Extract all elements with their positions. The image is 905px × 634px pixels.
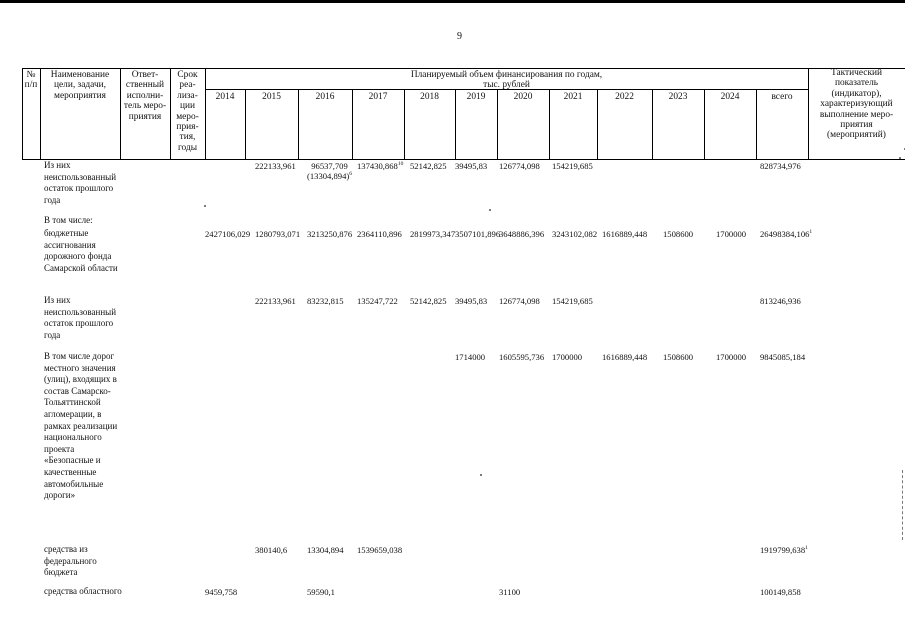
financing-value: 1700000 bbox=[552, 352, 583, 362]
header-year: 2016 bbox=[315, 92, 335, 102]
financing-value: 26498384,106$^1$ bbox=[760, 229, 813, 239]
financing-value: 2819973,347 bbox=[410, 229, 456, 239]
header-year: 2014 bbox=[215, 92, 235, 102]
header-name: Наименование цели, задачи, мероприятия bbox=[50, 70, 110, 101]
financing-value: 154219,685 bbox=[552, 296, 593, 306]
header-year: 2015 bbox=[262, 92, 281, 102]
financing-value: 126774,098 bbox=[499, 161, 540, 171]
financing-value: 1605595,736 bbox=[499, 352, 545, 362]
financing-value: 1508600 bbox=[663, 352, 694, 362]
header-year: 2017 bbox=[368, 92, 388, 102]
financing-value: 1700000 bbox=[716, 352, 747, 362]
footnote-mark: 1 bbox=[809, 229, 813, 236]
financing-value: 3648886,396 bbox=[499, 229, 545, 239]
financing-value: 1539659,038 bbox=[357, 545, 403, 555]
header-year: 2019 bbox=[466, 92, 486, 102]
financing-value: 1616889,448 bbox=[602, 229, 648, 239]
financing-value: 3213250,876 bbox=[307, 229, 353, 239]
financing-value: 1508600 bbox=[663, 229, 694, 239]
financing-value: 828734,976 bbox=[760, 161, 801, 171]
row-label: средства из федерального бюджета bbox=[44, 544, 97, 578]
footnote-mark: 6 bbox=[349, 171, 352, 178]
financing-value: 9459,758 bbox=[205, 587, 238, 597]
scan-speck bbox=[204, 205, 206, 207]
financing-value: 135247,722 bbox=[357, 296, 398, 306]
header-bottom-line bbox=[22, 159, 905, 160]
scan-speck bbox=[489, 209, 491, 211]
header-number: № п/п bbox=[24, 70, 38, 91]
financing-value: 100149,858 bbox=[760, 587, 801, 597]
header-year: 2018 bbox=[420, 92, 439, 102]
financing-value: 31100 bbox=[499, 587, 521, 597]
financing-value: 154219,685 bbox=[552, 161, 593, 171]
row-label: Из них неиспользованный остаток прошлого года bbox=[44, 295, 117, 340]
financing-value: 2364110,896 bbox=[357, 229, 402, 239]
top-border-line bbox=[0, 0, 905, 3]
header-year: 2020 bbox=[513, 92, 533, 102]
financing-value: 39495,83 bbox=[455, 296, 488, 306]
scan-speck bbox=[480, 474, 482, 476]
header-top-line bbox=[22, 68, 905, 69]
header-year: 2024 bbox=[720, 92, 740, 102]
header-year: 2022 bbox=[615, 92, 634, 102]
header-responsible: Ответ-ственный исполни-тель меро-приятия bbox=[123, 70, 167, 122]
financing-value: 1714000 bbox=[455, 352, 486, 362]
footnote-mark: 1 bbox=[805, 545, 808, 552]
scan-speck bbox=[899, 157, 901, 159]
header-planned-financing: Планируемый объем финансирования по годам, тыс. рублей bbox=[410, 70, 603, 91]
row-label: В том числе дорог местного значения (улиц), входящих в состав Самарско-Тольяттинской агломерации, в рамках реализации национального проекта «Безопасные и качественные автомобильные дороги» bbox=[44, 351, 118, 501]
financing-value: 3243102,082 bbox=[552, 229, 598, 239]
financing-value: 83232,815 bbox=[307, 296, 344, 306]
financing-value: 222133,961 bbox=[255, 161, 296, 171]
row-label: Из них неиспользованный остаток прошлого года bbox=[44, 160, 117, 205]
financing-value: 1616889,448 bbox=[602, 352, 648, 362]
financing-value: 52142,825 bbox=[410, 161, 447, 171]
financing-value: 2427106,029 bbox=[205, 229, 251, 239]
financing-value: 1280793,071 bbox=[255, 229, 301, 239]
header-year: 2021 bbox=[563, 92, 583, 102]
column-line bbox=[40, 68, 41, 159]
financing-value: 126774,098 bbox=[499, 296, 540, 306]
financing-value: 137430,868$^{10}$ bbox=[357, 161, 404, 171]
row-label: бюджетные ассигнования дорожного фонда Самарской области bbox=[44, 228, 118, 273]
column-line bbox=[808, 68, 809, 159]
page-number: 9 bbox=[457, 31, 462, 42]
financing-value: 222133,961 bbox=[255, 296, 296, 306]
header-year: всего bbox=[771, 92, 793, 102]
footnote-mark: 10 bbox=[397, 161, 404, 168]
financing-value: 9845085,184 bbox=[760, 352, 806, 362]
financing-value: 380140,6 bbox=[255, 545, 288, 555]
header-year: 2023 bbox=[668, 92, 688, 102]
column-line bbox=[170, 68, 171, 159]
financing-value: 52142,825 bbox=[410, 296, 447, 306]
header-term: Срок реа-лиза-ции меро-прия-тия, годы bbox=[176, 70, 199, 153]
header-indicator: Тактический показатель (индикатор), характеризующий выполнение меро-приятия (мероприятий) bbox=[819, 68, 894, 141]
financing-value: 813246,936 bbox=[760, 296, 801, 306]
row-label: В том числе: bbox=[44, 215, 93, 225]
financing-value: 96537,709 $(13304,894)^6$ bbox=[307, 161, 352, 181]
financing-value: 3507101,896 bbox=[455, 229, 501, 239]
financing-value: 59590,1 bbox=[307, 587, 335, 597]
row-label: средства областного bbox=[44, 586, 122, 596]
financing-value: 39495,83 bbox=[455, 161, 488, 171]
financing-value: 1700000 bbox=[716, 229, 747, 239]
column-line bbox=[120, 68, 121, 159]
financing-value: 13304,894 bbox=[307, 545, 344, 555]
financing-value: 1919799,638$^1$ bbox=[760, 545, 808, 555]
